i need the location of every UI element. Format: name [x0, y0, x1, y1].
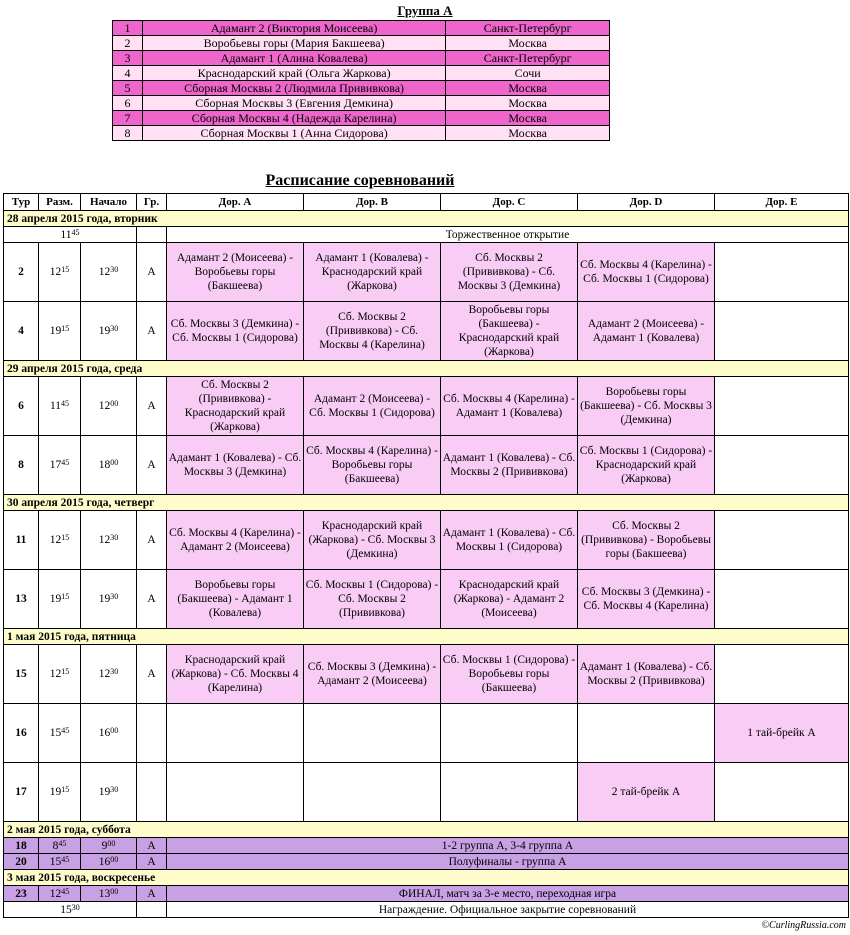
empty-cell — [715, 763, 849, 822]
team-row — [113, 81, 610, 96]
warmup-time: $12^{15}$ — [39, 243, 81, 302]
day-header: 28 апреля 2015 года, вторник — [4, 211, 849, 227]
team-row — [113, 96, 610, 111]
header-sheet-c: Дор. C — [441, 194, 578, 211]
match-cell: Адамант 1 (Ковалева) - Сб. Москвы 3 (Демкина) — [167, 436, 304, 495]
header-warmup: Разм. — [39, 194, 81, 211]
empty-cell — [715, 436, 849, 495]
empty-cell — [304, 704, 441, 763]
empty-cell — [167, 704, 304, 763]
group-cell: A — [137, 436, 167, 495]
start-time: $19^{30}$ — [81, 302, 137, 361]
start-time: $18^{00}$ — [81, 436, 137, 495]
team-number: 8 — [113, 126, 143, 141]
group-a-teams-table — [112, 20, 610, 141]
warmup-time: $8^{45}$ — [39, 838, 81, 854]
group-cell: A — [137, 302, 167, 361]
match-cell: Сб. Москвы 4 (Карелина) - Сб. Москвы 1 (Сидорова) — [578, 243, 715, 302]
group-cell — [137, 704, 167, 763]
match-cell: Сб. Москвы 1 (Сидорова) - Краснодарский край (Жаркова) — [578, 436, 715, 495]
start-time: $12^{00}$ — [81, 377, 137, 436]
table-row — [4, 704, 849, 763]
event-cell: ФИНАЛ, матч за 3-е место, переходная игра — [167, 886, 849, 902]
table-row — [4, 302, 849, 361]
match-cell: Сб. Москвы 4 (Карелина) - Адамант 1 (Ковалева) — [441, 377, 578, 436]
match-cell: Сб. Москвы 4 (Карелина) - Адамант 2 (Моисеева) — [167, 511, 304, 570]
match-cell: Адамант 1 (Ковалева) - Сб. Москвы 2 (Прививкова) — [441, 436, 578, 495]
team-name: Сборная Москвы 3 (Евгения Демкина) — [142, 96, 445, 111]
empty-cell — [441, 704, 578, 763]
header-group: Гр. — [137, 194, 167, 211]
team-city: Москва — [446, 96, 610, 111]
table-row — [4, 243, 849, 302]
header-sheet-a: Дор. A — [167, 194, 304, 211]
tour-number: 20 — [4, 854, 39, 870]
table-row — [4, 570, 849, 629]
team-name: Адамант 1 (Алина Ковалева) — [142, 51, 445, 66]
match-cell: Адамант 2 (Моисеева) - Сб. Москвы 1 (Сидорова) — [304, 377, 441, 436]
header-sheet-d: Дор. D — [578, 194, 715, 211]
match-cell: Сб. Москвы 1 (Сидорова) - Сб. Москвы 2 (Прививкова) — [304, 570, 441, 629]
team-number: 6 — [113, 96, 143, 111]
header-start: Начало — [81, 194, 137, 211]
tour-number: 15 — [4, 645, 39, 704]
tour-number: 13 — [4, 570, 39, 629]
empty-cell — [715, 243, 849, 302]
group-cell: A — [137, 570, 167, 629]
empty-cell — [715, 570, 849, 629]
empty-cell — [715, 302, 849, 361]
tour-number: 11 — [4, 511, 39, 570]
team-row — [113, 111, 610, 126]
group-cell: A — [137, 243, 167, 302]
start-time: $9^{00}$ — [81, 838, 137, 854]
table-row — [4, 763, 849, 822]
table-row — [4, 511, 849, 570]
header-sheet-e: Дор. E — [715, 194, 849, 211]
group-cell: A — [137, 854, 167, 870]
group-cell: A — [137, 377, 167, 436]
table-row — [4, 886, 849, 902]
team-number: 2 — [113, 36, 143, 51]
opening-row — [4, 227, 849, 243]
start-time: $12^{30}$ — [81, 511, 137, 570]
group-cell: A — [137, 645, 167, 704]
header-sheet-b: Дор. B — [304, 194, 441, 211]
empty-cell — [441, 763, 578, 822]
day-header: 3 мая 2015 года, воскресенье — [4, 870, 849, 886]
start-time: $13^{00}$ — [81, 886, 137, 902]
match-cell: Сб. Москвы 4 (Карелина) - Воробьевы горы (Бакшеева) — [304, 436, 441, 495]
copyright-credit: ©CurlingRussia.com — [761, 920, 846, 931]
empty-cell — [578, 704, 715, 763]
match-cell: Сб. Москвы 2 (Прививкова) - Воробьевы горы (Бакшеева) — [578, 511, 715, 570]
team-name: Адамант 2 (Виктория Моисеева) — [142, 21, 445, 36]
day-header: 1 мая 2015 года, пятница — [4, 629, 849, 645]
team-row — [113, 36, 610, 51]
table-row — [4, 645, 849, 704]
event-cell: Полуфиналы - группа А — [167, 854, 849, 870]
match-cell: Адамант 1 (Ковалева) - Сб. Москвы 2 (Прививкова) — [578, 645, 715, 704]
team-name: Сборная Москвы 2 (Людмила Прививкова) — [142, 81, 445, 96]
team-name: Сборная Москвы 4 (Надежда Карелина) — [142, 111, 445, 126]
event-cell: Торжественное открытие — [167, 227, 849, 243]
day-header: 30 апреля 2015 года, четверг — [4, 495, 849, 511]
start-time: $19^{30}$ — [81, 763, 137, 822]
closing-row — [4, 902, 849, 918]
empty-cell — [715, 377, 849, 436]
team-number: 1 — [113, 21, 143, 36]
match-cell: Сб. Москвы 3 (Демкина) - Адамант 2 (Моисеева) — [304, 645, 441, 704]
team-city: Москва — [446, 36, 610, 51]
tour-number: 17 — [4, 763, 39, 822]
group-a-title: Группа А — [397, 3, 453, 18]
team-name: Воробьевы горы (Мария Бакшеева) — [142, 36, 445, 51]
team-city: Москва — [446, 111, 610, 126]
table-row — [4, 377, 849, 436]
team-row — [113, 126, 610, 141]
match-cell: Адамант 1 (Ковалева) - Краснодарский край (Жаркова) — [304, 243, 441, 302]
warmup-time: $12^{45}$ — [39, 886, 81, 902]
empty-cell — [304, 763, 441, 822]
schedule-title: Расписание соревнований — [265, 172, 455, 189]
group-cell — [137, 763, 167, 822]
match-cell: Адамант 2 (Моисеева) - Воробьевы горы (Бакшеева) — [167, 243, 304, 302]
tiebreak-cell: 1 тай-брейк А — [715, 704, 849, 763]
team-city: Сочи — [446, 66, 610, 81]
match-cell: Воробьевы горы (Бакшеева) - Сб. Москвы 3 (Демкина) — [578, 377, 715, 436]
match-cell: Краснодарский край (Жаркова) - Сб. Москвы 3 (Демкина) — [304, 511, 441, 570]
event-cell: 1-2 группа А, 3-4 группа А — [167, 838, 849, 854]
match-cell: Сб. Москвы 2 (Прививкова) - Сб. Москвы 4 (Карелина) — [304, 302, 441, 361]
team-city: Санкт-Петербург — [446, 51, 610, 66]
tour-number: 4 — [4, 302, 39, 361]
team-city: Санкт-Петербург — [446, 21, 610, 36]
start-time: $16^{00}$ — [81, 854, 137, 870]
empty-cell — [167, 763, 304, 822]
team-name: Сборная Москвы 1 (Анна Сидорова) — [142, 126, 445, 141]
warmup-time: $15^{45}$ — [39, 854, 81, 870]
start-time: $12^{30}$ — [81, 243, 137, 302]
team-row — [113, 51, 610, 66]
tour-number: 2 — [4, 243, 39, 302]
empty-cell — [715, 645, 849, 704]
match-cell: Сб. Москвы 1 (Сидорова) - Воробьевы горы (Бакшеева) — [441, 645, 578, 704]
day-header: 29 апреля 2015 года, среда — [4, 361, 849, 377]
match-cell: Сб. Москвы 3 (Демкина) - Сб. Москвы 1 (Сидорова) — [167, 302, 304, 361]
event-cell: Награждение. Официальное закрытие соревнований — [167, 902, 849, 918]
team-city: Москва — [446, 81, 610, 96]
match-cell: Сб. Москвы 2 (Прививкова) - Сб. Москвы 3 (Демкина) — [441, 243, 578, 302]
warmup-time: $15^{45}$ — [39, 704, 81, 763]
header-tour: Тур — [4, 194, 39, 211]
tour-number: 6 — [4, 377, 39, 436]
day-header: 2 мая 2015 года, суббота — [4, 822, 849, 838]
tiebreak-cell: 2 тай-брейк А — [578, 763, 715, 822]
team-city: Москва — [446, 126, 610, 141]
match-cell: Адамант 2 (Моисеева) - Адамант 1 (Ковалева) — [578, 302, 715, 361]
tour-number: 23 — [4, 886, 39, 902]
team-row — [113, 21, 610, 36]
team-number: 5 — [113, 81, 143, 96]
tour-number: 18 — [4, 838, 39, 854]
tour-number: 16 — [4, 704, 39, 763]
table-row — [4, 854, 849, 870]
match-cell: Сб. Москвы 3 (Демкина) - Сб. Москвы 4 (Карелина) — [578, 570, 715, 629]
table-row — [4, 436, 849, 495]
warmup-time: $19^{15}$ — [39, 302, 81, 361]
match-cell: Краснодарский край (Жаркова) - Адамант 2 (Моисеева) — [441, 570, 578, 629]
empty-cell — [715, 511, 849, 570]
warmup-time: $17^{45}$ — [39, 436, 81, 495]
team-name: Краснодарский край (Ольга Жаркова) — [142, 66, 445, 81]
group-cell: A — [137, 886, 167, 902]
match-cell: Сб. Москвы 2 (Прививкова) - Краснодарский край (Жаркова) — [167, 377, 304, 436]
warmup-time: $11^{45}$ — [39, 377, 81, 436]
warmup-time: $12^{15}$ — [39, 645, 81, 704]
table-row — [4, 838, 849, 854]
team-row — [113, 66, 610, 81]
start-time: $19^{30}$ — [81, 570, 137, 629]
match-cell: Адамант 1 (Ковалева) - Сб. Москвы 1 (Сидорова) — [441, 511, 578, 570]
tour-number: 8 — [4, 436, 39, 495]
warmup-time: $19^{15}$ — [39, 763, 81, 822]
group-cell: A — [137, 838, 167, 854]
warmup-time: $12^{15}$ — [39, 511, 81, 570]
group-cell: A — [137, 511, 167, 570]
match-cell: Воробьевы горы (Бакшеева) - Адамант 1 (Ковалева) — [167, 570, 304, 629]
schedule-header-row — [4, 194, 849, 211]
warmup-time: $19^{15}$ — [39, 570, 81, 629]
start-time: $16^{00}$ — [81, 704, 137, 763]
team-number: 3 — [113, 51, 143, 66]
match-cell: Краснодарский край (Жаркова) - Сб. Москвы 4 (Карелина) — [167, 645, 304, 704]
schedule-table — [3, 193, 849, 918]
start-time: $12^{30}$ — [81, 645, 137, 704]
match-cell: Воробьевы горы (Бакшеева) - Краснодарский край (Жаркова) — [441, 302, 578, 361]
team-number: 7 — [113, 111, 143, 126]
time-cell: $11^{45}$ — [4, 227, 137, 243]
team-number: 4 — [113, 66, 143, 81]
time-cell: $15^{30}$ — [4, 902, 137, 918]
